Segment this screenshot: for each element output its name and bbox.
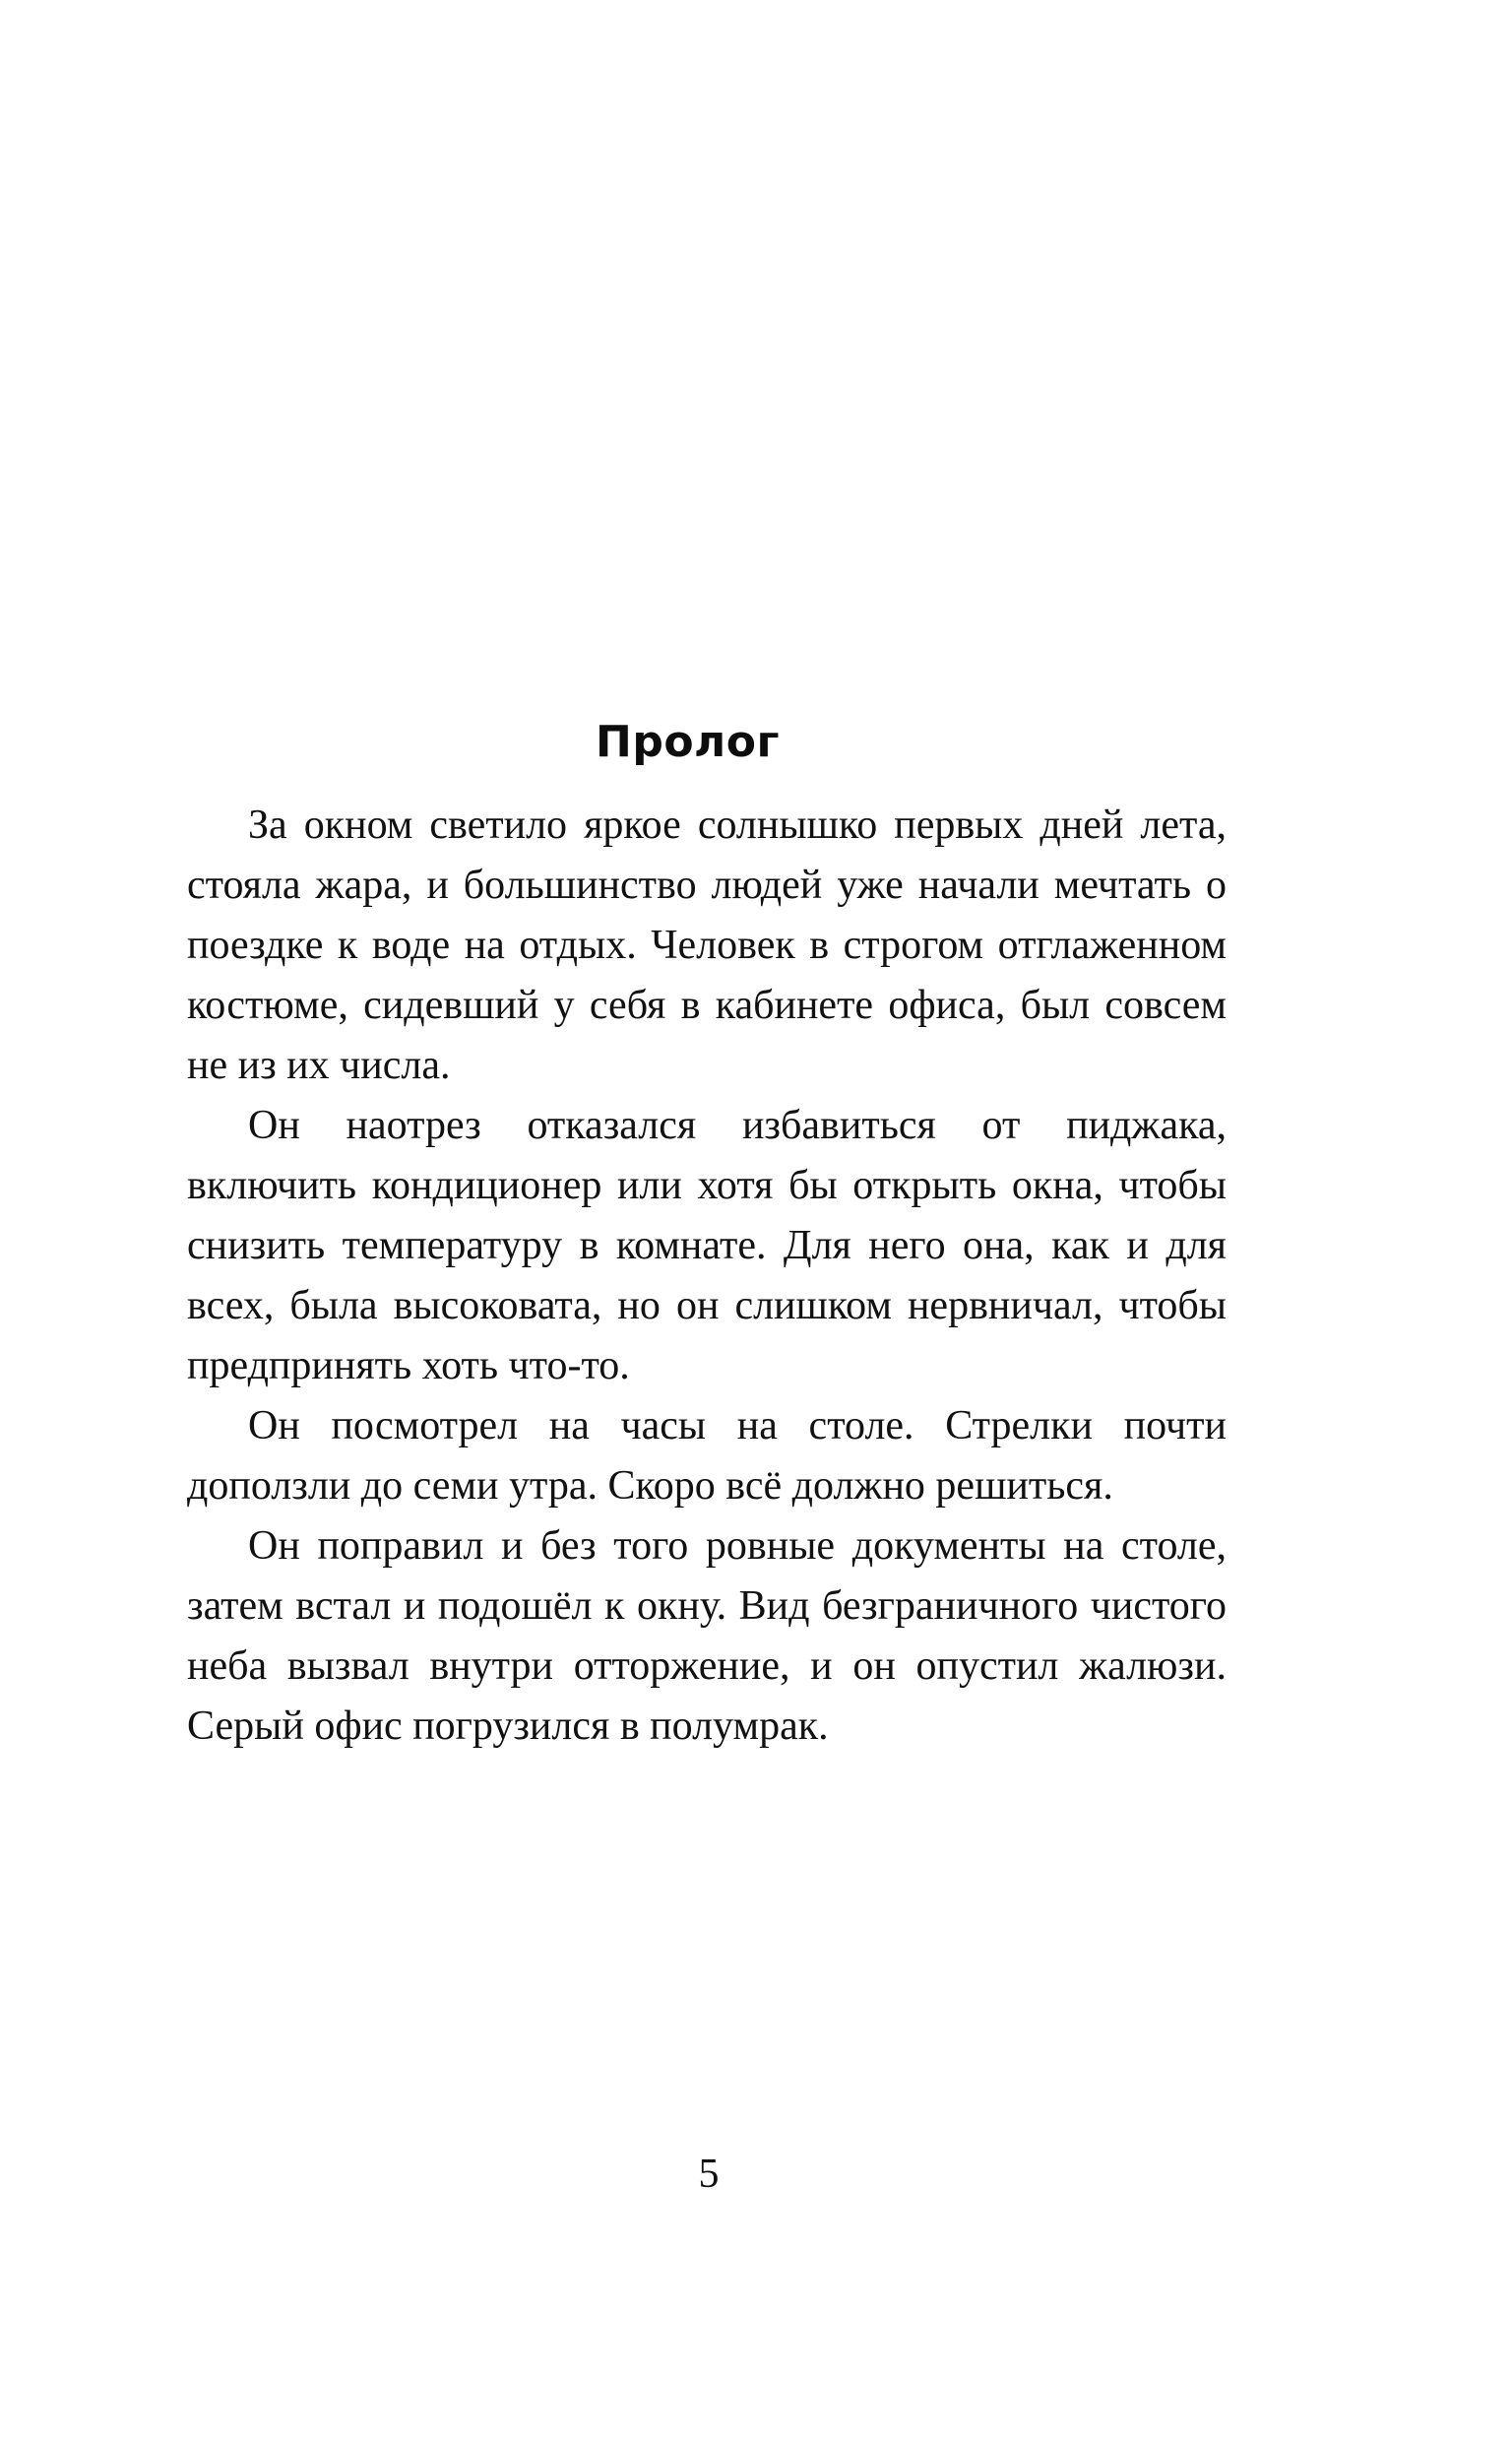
- page-number: 5: [698, 2152, 720, 2197]
- page-text-block: [187, 715, 1227, 1757]
- paragraph-2: Он наотрез отказался избавиться от пиджака, включить кондиционер или хотя бы открыть окна, чтобы снизить температуру в комнате. Для него она, как и для всех, была высоковата, но он слишком нервничал, чтобы предпринять хоть что-то.: [187, 1103, 1227, 1388]
- paragraph-3: Он посмотрел на часы на столе. Стрелки почти доползли до семи утра. Скоро всё должно решиться.: [187, 1403, 1227, 1509]
- paragraph-1: За окном светило яркое солнышко первых дней лета, стояла жара, и большинство людей уже начали мечтать о поездке к воде на отдых. Человек в строгом отглаженном костюме, сидевший у себя в кабинете офиса, был совсем не из их числа.: [187, 803, 1227, 1088]
- chapter-heading: Пролог: [596, 717, 780, 767]
- paragraph-4: Он поправил и без того ровные документы на столе, затем встал и подошёл к окну. Вид безграничного чистого неба вызвал внутри отторжение, и он опустил жалюзи. Серый офис погрузился в полумрак.: [187, 1523, 1227, 1749]
